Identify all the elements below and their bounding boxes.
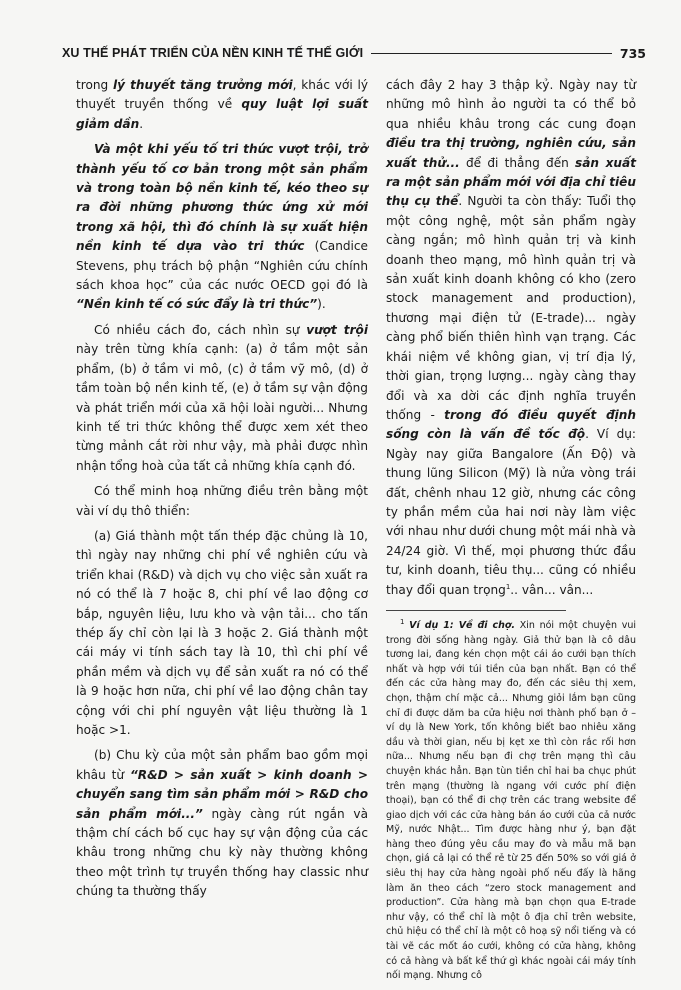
text: , khác với lý thuyết truyền thống về bbox=[76, 78, 368, 112]
emphasis: trong đó điều quyết định sống còn là vấn đề tốc độ bbox=[386, 407, 636, 442]
text: . Người ta còn thấy: Tuổi thọ một công nghệ, một sản phẩm ngày càng ngắn; mô hình quản trị và kinh doanh theo mạng, mô hình quản trị và sản xuất kinh doanh không có kho (zero stock management and production), thương mại điện tử (E-trade)... ngày càng phổ biến thiên hình vạn trạng. Các khái niệm về không gian, vị trí địa lý, thời gian, trọng lượng... ngày càng thay đổi và xa dời các định nghĩa truyền thống - bbox=[386, 194, 637, 422]
text: ngày càng rút ngắn và thậm chí cách bố cục hay sự vận động của các khâu trong những chu kỳ này thường không theo một trình tự truyền thống hay classic như chúng ta thường thấy bbox=[76, 806, 368, 899]
paragraph: (a) Giá thành một tấn thép đặc chủng là 10, thì ngày nay những chi phí về nghiên cứu và triển khai (R&D) và dịch vụ cho việc sản xuất ra nó có thể là 7 hoặc 8, chi phí về lao động cơ bắp, nguyên liệu, lưu kho và vận tải... cho tấn thép ấy chỉ còn lại là 3 hoặc 2. Giá thành một cái máy vi tính sách tay là 10, thì chi phí về phần mềm và dịch vụ để sản xuất ra nó có thể là 9 hoặc hơn nữa, chi phí về lao động chân tay cộng với chi phí nguyên vật liệu thường là 1 hoặc >1. bbox=[76, 528, 368, 737]
paragraph bbox=[76, 746, 368, 901]
text: này trên từng khía cạnh: (a) ở tầm một sản phẩm, (b) ở tầm vi mô, (c) ở tầm vỹ mô, (d) ở tầm toàn bộ nền kinh tế, (e) ở tầm sự vận động và phát triển mới của xã hội loài người... Nhưng kinh tế tri thức không thể được xem xét theo từng mảnh cắt rời như vậy, mà phải được nhìn nhận tổng hoà của tất cả những khía cạnh đó. bbox=[76, 342, 368, 473]
header-title: XU THẾ PHÁT TRIỂN CỦA NỀN KINH TẾ THẾ GIỚI bbox=[62, 46, 364, 60]
text: . bbox=[139, 116, 144, 131]
text: để đi thẳng đến bbox=[459, 155, 576, 170]
text: cách đây 2 hay 3 thập kỷ. Ngày nay từ những mô hình ảo người ta có thể bỏ qua nhiều khâu trong các cung đoạn bbox=[386, 78, 636, 131]
running-header bbox=[62, 42, 646, 64]
text: ). bbox=[317, 297, 326, 312]
emphasis: Và một khi yếu tố tri thức vượt trội, trở thành yếu tố cơ bản trong một sản phẩm và trong toàn bộ nền kinh tế, kéo theo sự ra đời những phương thức ứng xử mới trong xã hội, thì đó chính là sự xuất hiện nền kinh tế dựa vào tri thức bbox=[76, 142, 368, 254]
text: trong bbox=[76, 78, 113, 92]
emphasis: quy luật lợi suất giảm dần bbox=[76, 97, 368, 131]
paragraph bbox=[76, 140, 368, 315]
footnote-ref: 1 bbox=[505, 582, 511, 591]
footnote-text: Xin nói một chuyện vui trong đời sống hàng ngày. Giả thử bạn là cô dâu tương lai, đang kén chọn một cái áo cưới bạn thích nhất và hợp với túi tiền của bạn nhất. Bạn có thể đến các cửa hàng may đo, đến các siêu thị xem, chọn, thậm chí mặc cả... Nhưng giỏi lắm bạn cũng chỉ đi được dăm ba cửa hiệu nơi thành phố bạn ở – ví dụ là New York, tốn không biết bao nhiêu xăng dầu và thời gian, nếu bị kẹt xe thì còn rắc rối hơn nữa... Nhưng nếu bạn đi chợ trên mạng thì câu chuyện khác hẳn. Bạn tùn tiền chỉ hai ba chục phút trên mạng (thường là ngang với cước phí điện thoại), bạn có thể đi chợ trên các trang website để giao dịch với các cửa hàng bán áo cưới của cả nước Mỹ, nước Nhật... Tìm được hàng như ý, bạn đặt hàng theo đúng yêu cầu may đo và mẫu mã bạn chọn, giá cả lại có thể rẻ từ 25 đến 50% so với giá ở siêu thị hay cửa hàng ngoài phố nếu đấy là hãng làm ăn theo cách “zero stock management and production”. Cửa hàng mà bạn chọn qua E-trade như vậy, có thể chỉ là một ô địa chỉ trên website, chủ hiệu có thể chỉ là một cô hoạ sỹ nổi tiếng và có tài vẽ các mốt áo cưới, không có cửa hàng, không có cả hàng và bất kể thứ gì khác ngoài cái máy tính nối mạng. Nhưng cô bbox=[386, 619, 636, 982]
paragraph bbox=[386, 76, 636, 600]
paragraph bbox=[76, 321, 368, 476]
right-column bbox=[386, 76, 636, 990]
text: (b) Chu kỳ của một sản phẩm bao gồm mọi khâu từ bbox=[76, 748, 368, 782]
emphasis: lý thuyết tăng trưởng mới bbox=[112, 78, 293, 92]
footnote-label: Ví dụ 1: Về đi chợ. bbox=[409, 619, 516, 631]
header-rule bbox=[371, 53, 612, 54]
emphasis: vượt trội bbox=[306, 322, 368, 337]
footnote-rule bbox=[386, 610, 566, 611]
emphasis: sản xuất ra một sản phẩm mới với địa chỉ tiêu thụ cụ thể bbox=[386, 155, 636, 209]
text: . Ví dụ: Ngày nay giữa Bangalore (Ấn Độ) và thung lũng Silicon (Mỹ) là nửa vòng trái đất, chênh nhau 12 giờ, nhưng các công ty phần mềm của hai nơi này làm việc với nhau như dưới chung một mái nhà và 24/24 giờ. Vì thế, mọi phương thức đầu tư, kinh doanh, tiêu thụ... cũng có nhiều thay đổi quan trọng bbox=[386, 427, 636, 597]
footnote-mark: 1 bbox=[400, 617, 405, 626]
text: .. vân... vân... bbox=[510, 582, 594, 597]
paragraph: Có thể minh hoạ những điều trên bằng một vài ví dụ thô thiển: bbox=[76, 484, 368, 518]
footnote bbox=[386, 619, 636, 984]
text: Có nhiều cách đo, cách nhìn sự bbox=[94, 322, 307, 337]
left-column bbox=[76, 76, 368, 908]
paragraph bbox=[76, 76, 368, 134]
text: (Candice Stevens, phụ trách bộ phận “Nghiên cứu chính sách khoa học” của các nước OECD gọi đó là bbox=[76, 239, 368, 293]
page-number: 735 bbox=[619, 45, 646, 61]
emphasis: điều tra thị trường, nghiên cứu, sản xuất thử... bbox=[386, 136, 636, 170]
emphasis: “Nền kinh tế có sức đẩy là tri thức” bbox=[76, 297, 318, 312]
emphasis: “R&D > sản xuất > kinh doanh > chuyển sang tìm sản phẩm mới > R&D cho sản phẩm mới...” bbox=[76, 767, 369, 821]
